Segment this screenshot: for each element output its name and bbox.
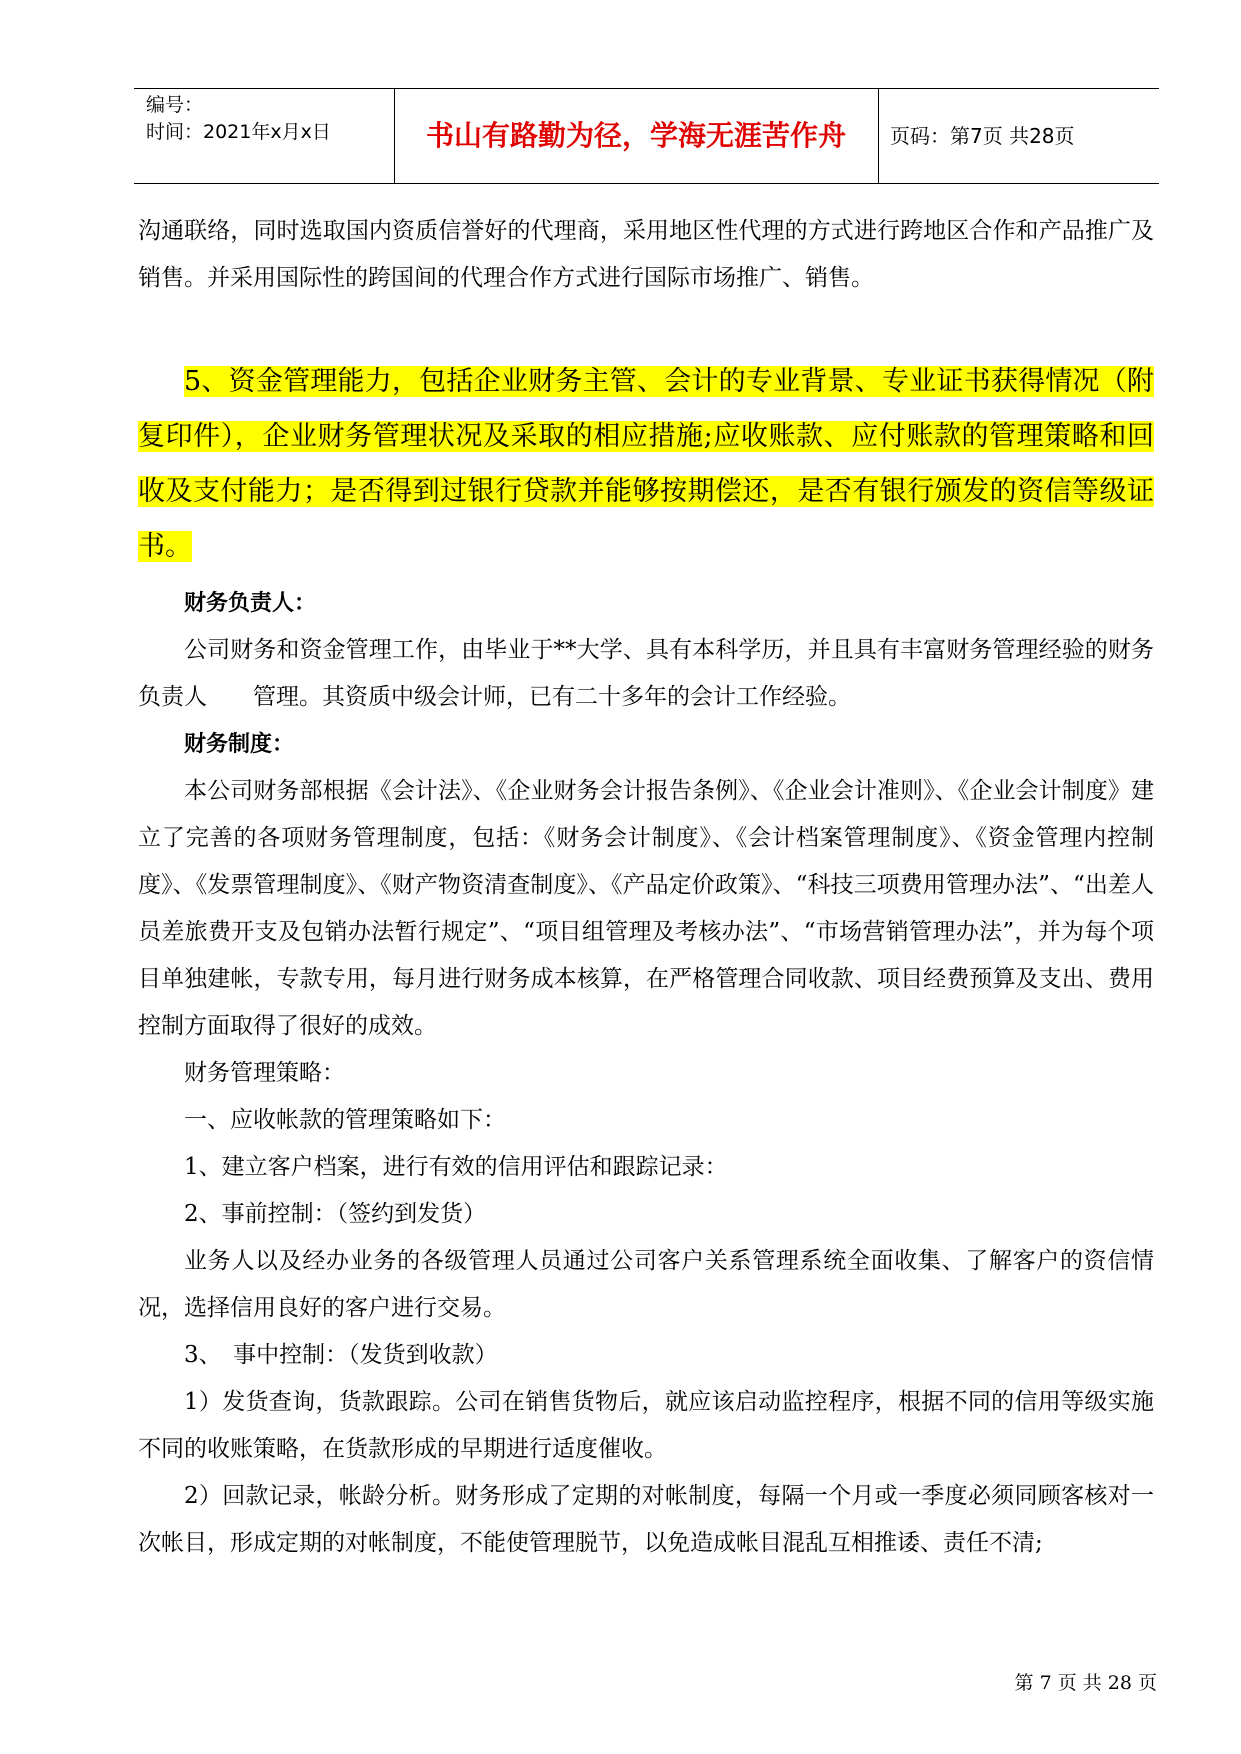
page-header (134, 88, 1159, 184)
heading-finance-head (138, 580, 1154, 627)
paragraph-finance-system: 本公司财务部根据《会计法》、《企业财务会计报告条例》、《企业会计准则》、《企业会计制度》建立了完善的各项财务管理制度，包括：《财务会计制度》、《会计档案管理制度》、《资金管理内控制度》、《发票管理制度》、《财产物资清查制度》、《产品定价政策》、“科技三项费用管理办法”、“出差人员差旅费开支及包销办法暂行规定”、“项目组管理及考核办法”、“市场营销管理办法”，并为每个项目单独建帐，专款专用，每月进行财务成本核算，在严格管理合同收款、项目经费预算及支出、费用控制方面取得了很好的成效。 (138, 778, 1154, 1039)
header-center-cell (394, 89, 879, 183)
list-item-1: 1、建立客户档案，进行有效的信用评估和跟踪记录： (184, 1154, 728, 1180)
header-motto: 书山有路勤为径，学海无涯苦作舟 (425, 119, 846, 152)
page-footer: 第 7 页 共 28 页 (1014, 1672, 1157, 1694)
paragraph-receivable: 一、应收帐款的管理策略如下： (184, 1107, 506, 1133)
document-time-label: 时间：2021年x月x日 (146, 121, 331, 143)
highlighted-text: 5、资金管理能力，包括企业财务主管、会计的专业背景、专业证书获得情况（附复印件），企业财务管理状况及采取的相应措施;应收账款、应付账款的管理策略和回收及支付能力；是否得到过银行贷款并能够按期偿还，是否有银行颁发的资信等级证书。 (138, 366, 1154, 562)
paragraph-distribution: 沟通联络，同时选取国内资质信誉好的代理商，采用地区性代理的方式进行跨地区合作和产品推广及销售。并采用国际性的跨国间的代理合作方式进行国际市场推广、销售。 (138, 218, 1154, 291)
header-right-cell (878, 89, 1159, 183)
header-left-cell (134, 89, 395, 183)
paragraph-strategy: 财务管理策略： (184, 1060, 345, 1086)
paragraph-finance-head: 公司财务和资金管理工作，由毕业于**大学、具有本科学历，并且具有丰富财务管理经验的财务负责人 管理。其资质中级会计师，已有二十多年的会计工作经验。 (138, 637, 1154, 710)
header-page-label: 页码：第7页 共28页 (890, 124, 1075, 148)
list-item-3-2: 2）回款记录，帐龄分析。财务形成了定期的对帐制度，每隔一个月或一季度必须同顾客核对一次帐目，形成定期的对帐制度，不能使管理脱节，以免造成帐目混乱互相推诿、责任不清; (138, 1483, 1154, 1556)
heading-finance-system-text: 财务制度： (184, 732, 295, 757)
list-item-2: 2、事前控制：（签约到发货） (184, 1201, 487, 1227)
list-item-3: 3、 事中控制：（发货到收款） (184, 1342, 498, 1368)
heading-finance-system (138, 721, 1154, 768)
document-number-label: 编号： (146, 94, 204, 116)
highlight-paragraph (138, 354, 1154, 574)
heading-finance-head-text: 财务负责人： (184, 591, 317, 616)
document-body (138, 208, 1154, 1567)
list-item-3-1: 1）发货查询，货款跟踪。公司在销售货物后，就应该启动监控程序，根据不同的信用等级实施不同的收账策略，在货款形成的早期进行适度催收。 (138, 1389, 1154, 1462)
list-item-2-detail: 业务人以及经办业务的各级管理人员通过公司客户关系管理系统全面收集、了解客户的资信情况，选择信用良好的客户进行交易。 (138, 1248, 1154, 1321)
